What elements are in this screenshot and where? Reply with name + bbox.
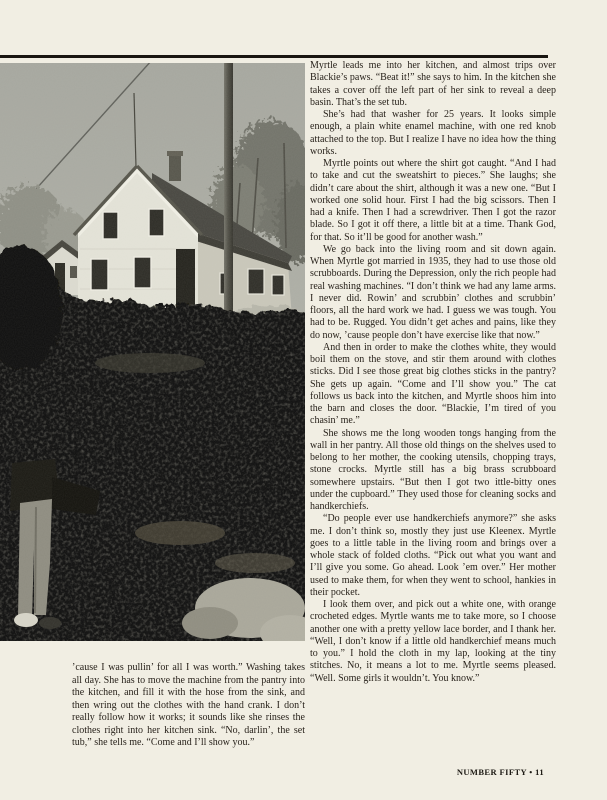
- body-paragraph: Myrtle leads me into her kitchen, and almost trips over Blackie’s paws. “Beat it!” she says to him. In the kitchen she takes a cover off the left part of her sink to reveal a deep basin. That’s the set tub.: [310, 60, 556, 108]
- body-paragraph: I look them over, and pick out a white one, with orange crocheted edges. Myrtle wants me to take more, so I choose another one with a pretty yellow lace border, and I thank her. “Well, I don’t know if a little old handkerchief means much to you.” I hold the cloth in my lap, looking at the tiny stitches. No, it means a lot to me. Myrtle seems pleased. “Well. Some girls it wouldn’t. You know.”: [310, 599, 556, 684]
- film-grain-overlay: [0, 63, 305, 641]
- body-paragraph: Myrtle points out where the shirt got caught. “And I had to take and cut the sweatshirt to pieces.” She laughs; she didn’t care about the shirt, although it was a new one. “But I worked one solid hour. First I had the big scissors. Then I had a knife. Then I had a screwdriver. Then I got the razor blade. So I got it off there, a little bit at a time. Thank God, for that. So it’ll be good for another wash.”: [310, 158, 556, 243]
- page-footer-folio: NUMBER FIFTY • 11: [456, 767, 544, 777]
- farmhouse-photo: [0, 63, 305, 641]
- body-paragraph: And then in order to make the clothes white, they would boil them on the stove, and stir them around with clothes sticks. Did I see those great big clothes sticks in the pantry? She gets up again. “Come and I’ll show you.” The cat follows us back into the kitchen, and Myrtle shoos him into the barn and closes the door. “Blackie, I’m tired of you chasin’ me.”: [310, 341, 556, 427]
- body-paragraph: She’s had that washer for 25 years. It looks simple enough, a plain white enamel machine, with one red knob attached to the top. But I realize I have no idea how the thing works.: [310, 109, 556, 157]
- photo-frame: [0, 63, 305, 641]
- body-paragraph: ’cause I was pullin’ for all I was worth.” Washing takes all day. She has to move the machine from the pantry into the kitchen, and fill it with the hose from the sink, and then wring out the clothes with the hand crank. I don’t really follow how it works; it sounds like she rinses the clothes right into her kitchen sink. “No, darlin’, the set tub,” she tells me. “Come and I’ll show you.”: [72, 662, 305, 748]
- right-text-column: [310, 60, 556, 685]
- left-text-column-continuation: [72, 662, 305, 750]
- top-rule: [0, 55, 548, 58]
- body-paragraph: “Do people ever use handkerchiefs anymore?” she asks me. I don’t think so, mostly they just use Kleenex. Myrtle goes to a little table in the living room and brings over a whole stack of folded cloths. “Pick out what you want and I’ll give you some. Go ahead. Look ’em over.” Her mother used to make them, for when they went to school, hankies in their pocket.: [310, 513, 556, 598]
- body-paragraph: We go back into the living room and sit down again. When Myrtle got married in 1935, they had to use those old scrubboards. During the Depression, only the rich people had real washing machines. “I don’t think we had any lame arms. I never did. Rowin’ and scrubbin’ clothes and scrubbin’ floors, all the hard work we had. I guess we was tough. You had to be. Rugged. You didn’t get aches and pains, like they do now, ’cause people don’t have exercise like that now.”: [310, 243, 556, 341]
- body-paragraph: She shows me the long wooden tongs hanging from the wall in her pantry. All those old things on the shelves used to belong to her mother, the cooking utensils, chopping trays, stone crocks. Myrtle still has a big brass scrubboard somewhere upstairs. “But then I got two ittle-bitty ones under the cupboard.” They used those for cleaning socks and handkerchiefs.: [310, 427, 556, 512]
